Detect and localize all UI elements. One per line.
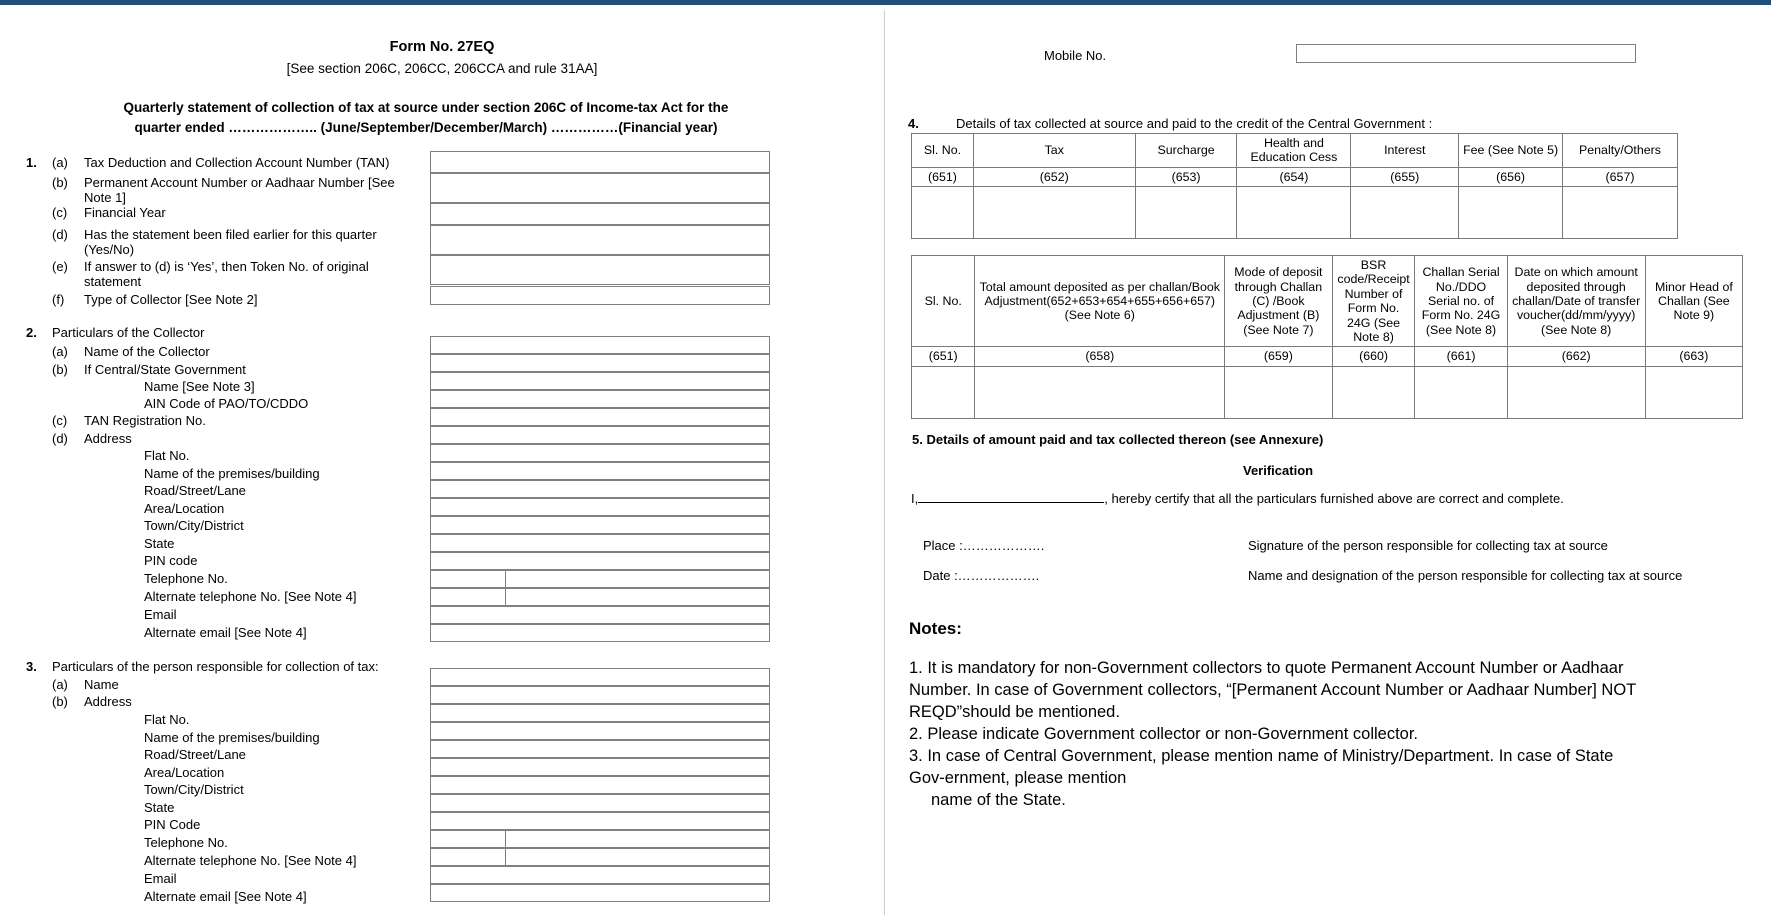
code-657: (657): [1563, 167, 1678, 186]
code-654: (654): [1237, 167, 1351, 186]
field-1a: [26, 155, 446, 170]
input-collector-town[interactable]: [430, 516, 770, 534]
input-tan[interactable]: [430, 151, 770, 173]
input-collector-flat-no[interactable]: [430, 444, 770, 462]
field-3-premises: [144, 730, 320, 745]
code2-658: (658): [975, 347, 1225, 366]
field-2-road: [144, 483, 246, 498]
code-652: (652): [973, 167, 1135, 186]
field-3-state: [144, 800, 174, 815]
input-responsible-premises[interactable]: [430, 722, 770, 740]
input-collector-alt-email[interactable]: [430, 624, 770, 642]
field-2-alt-telephone-label: Alternate telephone No. [See Note 4]: [144, 589, 357, 604]
code-656: (656): [1459, 167, 1563, 186]
field-1c-letter: (c): [52, 205, 68, 220]
tax-collected-table: [911, 133, 1678, 239]
field-3b-label: Address: [84, 694, 132, 709]
verification-suffix: , hereby certify that all the particulars furnished above are correct and complete.: [1104, 491, 1564, 506]
input-collector-telephone-number[interactable]: [506, 571, 769, 587]
notes-heading: Notes:: [909, 619, 962, 638]
cell-tax[interactable]: [973, 187, 1135, 239]
th2-date-deposited: Date on which amount deposited through challan/Date of transfer voucher(dd/mm/yyyy) (See Note 8): [1507, 256, 1645, 347]
th-tax: Tax: [973, 134, 1135, 168]
field-2-road-label: Road/Street/Lane: [144, 483, 246, 498]
field-2-telephone-label: Telephone No.: [144, 571, 228, 586]
field-2-flat-no-label: Flat No.: [144, 448, 190, 463]
input-responsible-town[interactable]: [430, 776, 770, 794]
field-2-telephone: [144, 571, 228, 586]
mobile-no-label: Mobile No.: [1044, 48, 1107, 63]
field-2-alt-telephone: [144, 589, 356, 604]
field-3-telephone-label: Telephone No.: [144, 835, 228, 850]
field-3a: [52, 677, 119, 692]
field-1d: [52, 227, 432, 258]
input-responsible-alt-telephone[interactable]: [430, 848, 770, 866]
input-tan-registration-no[interactable]: [430, 408, 770, 426]
field-1e-letter: (e): [52, 259, 68, 274]
field-2-email-label: Email: [144, 607, 177, 622]
input-collector-premises[interactable]: [430, 462, 770, 480]
input-collector-pin[interactable]: [430, 552, 770, 570]
table-row-headers: [912, 134, 1678, 168]
th2-sl-no: Sl. No.: [912, 256, 975, 347]
table-row-codes: [912, 167, 1678, 186]
cell-health-education-cess[interactable]: [1237, 187, 1351, 239]
input-collector-state[interactable]: [430, 534, 770, 552]
code2-663: (663): [1645, 347, 1742, 366]
field-3-road-label: Road/Street/Lane: [144, 747, 246, 762]
right-column: [885, 5, 1771, 915]
input-collector-alt-telephone-number[interactable]: [506, 589, 769, 605]
field-3-town: [144, 782, 244, 797]
field-2-email: [144, 607, 177, 622]
field-2-flat-no: [144, 448, 190, 463]
field-2-area: [144, 501, 224, 516]
form-number-heading: Form No. 27EQ: [389, 39, 495, 55]
input-collector-alt-telephone-std[interactable]: [431, 589, 506, 605]
note-1: 1. It is mandatory for non-Government collectors to quote Permanent Account Number or Aadhaar Number. In case of Government collectors, “[Permanent Account Number or Aadhaar Number] NOT REQD”should be mentioned.: [909, 659, 1636, 721]
section-2-title-row: [26, 325, 204, 340]
input-responsible-alt-telephone-std[interactable]: [431, 849, 506, 865]
field-3-flat-no-label: Flat No.: [144, 712, 190, 727]
table-row-entry: [912, 187, 1678, 239]
section-4-title: Details of tax collected at source and paid to the credit of the Central Government :: [956, 116, 1433, 131]
field-2-town: [144, 518, 244, 533]
field-1b: [52, 175, 432, 206]
field-2b-letter: (b): [52, 362, 68, 377]
field-3-area: [144, 765, 224, 780]
input-responsible-alt-telephone-number[interactable]: [506, 849, 769, 865]
input-responsible-telephone[interactable]: [430, 830, 770, 848]
th2-total-amount-deposited: Total amount deposited as per challan/Book Adjustment(652+653+654+655+656+657) (See Note 6): [975, 256, 1225, 347]
section-3-number: 3.: [26, 659, 37, 674]
field-3-flat-no: [144, 712, 190, 727]
field-2c: [52, 413, 206, 428]
field-2-state-label: State: [144, 536, 175, 551]
verification-name-blank[interactable]: [918, 490, 1104, 503]
field-2-alt-email-label: Alternate email [See Note 4]: [144, 625, 307, 640]
input-responsible-alt-email[interactable]: [430, 884, 770, 902]
field-1b-label: Permanent Account Number or Aadhaar Number [See Note 1]: [84, 175, 395, 206]
field-1d-letter: (d): [52, 227, 68, 242]
cell-penalty-others[interactable]: [1563, 187, 1678, 239]
left-column: [0, 5, 884, 915]
see-section-line: [See section 206C, 206CC, 206CCA and rule 31AA]: [286, 61, 598, 76]
field-2-state: [144, 536, 174, 551]
field-1e: [52, 259, 432, 290]
field-3-premises-label: Name of the premises/building: [144, 730, 320, 745]
field-2-area-label: Area/Location: [144, 501, 225, 516]
code-651: (651): [912, 167, 974, 186]
cell2-mode-of-deposit[interactable]: [1225, 366, 1332, 418]
field-2d-label: Address: [84, 431, 132, 446]
input-responsible-flat-no[interactable]: [430, 704, 770, 722]
field-3-alt-telephone-label: Alternate telephone No. [See Note 4]: [144, 853, 357, 868]
th2-bsr-code: BSR code/Receipt Number of Form No. 24G (See Note 8): [1332, 256, 1415, 347]
input-type-of-collector[interactable]: [430, 286, 770, 305]
field-1e-label: If answer to (d) is ‘Yes’, then Token No. of original statement: [84, 259, 369, 290]
cell-sl-no[interactable]: [912, 187, 974, 239]
field-2-pin: [144, 553, 197, 568]
name-designation-label: Name and designation of the person responsible for collecting tax at source: [1248, 568, 1683, 583]
field-1c-label: Financial Year: [84, 205, 166, 220]
field-2b-name-label: Name [See Note 3]: [144, 379, 255, 394]
cell2-total-amount[interactable]: [975, 366, 1225, 418]
field-1a-letter: (a): [52, 155, 68, 170]
verification-statement: [911, 490, 1701, 506]
input-ain-code[interactable]: [430, 390, 770, 408]
code2-661: (661): [1415, 347, 1507, 366]
field-2-premises-label: Name of the premises/building: [144, 466, 320, 481]
field-3-road: [144, 747, 246, 762]
field-2-premises: [144, 466, 320, 481]
code2-662: (662): [1507, 347, 1645, 366]
field-1b-letter: (b): [52, 175, 68, 190]
input-responsible-pin[interactable]: [430, 812, 770, 830]
note-2: 2. Please indicate Government collector or non-Government collector.: [909, 724, 1419, 743]
quarterly-statement-title: [106, 98, 746, 137]
field-2a-label: Name of the Collector: [84, 344, 210, 359]
input-collector-telephone-std[interactable]: [431, 571, 506, 587]
date-label: Date :……………….: [923, 568, 1040, 583]
verification-title: Verification: [1243, 463, 1314, 478]
field-2b: [52, 362, 246, 377]
input-responsible-state[interactable]: [430, 794, 770, 812]
code2-660: (660): [1332, 347, 1415, 366]
code-655: (655): [1351, 167, 1459, 186]
code2-659: (659): [1225, 347, 1332, 366]
title-line-1: Quarterly statement of collection of tax at source under section 206C of Income-tax Act for the quarter: [123, 100, 729, 135]
input-collector-email[interactable]: [430, 606, 770, 624]
field-3a-letter: (a): [52, 677, 68, 692]
title-line-2: ended ……………….. (June/September/December/March) ……………(Financial year): [184, 119, 718, 135]
th2-minor-head: Minor Head of Challan (See Note 9): [1645, 256, 1742, 347]
section-2-title: Particulars of the Collector: [52, 325, 205, 340]
input-collector-area[interactable]: [430, 498, 770, 516]
input-filed-earlier[interactable]: [430, 225, 770, 255]
section-3-title: Particulars of the person responsible for collection of tax:: [52, 659, 379, 674]
signature-label: Signature of the person responsible for collecting tax at source: [1248, 538, 1608, 553]
input-responsible-address[interactable]: [430, 686, 770, 704]
section-3-title-row: [26, 659, 379, 674]
cell2-sl-no[interactable]: [912, 366, 975, 418]
field-3-email-label: Email: [144, 871, 177, 886]
cell-interest[interactable]: [1351, 187, 1459, 239]
input-token-no[interactable]: [430, 255, 770, 285]
cell2-bsr-code[interactable]: [1332, 366, 1415, 418]
form-page: [0, 5, 1771, 915]
input-financial-year[interactable]: [430, 203, 770, 225]
th2-mode-of-deposit: Mode of deposit through Challan (C) /Book Adjustment (B) (See Note 7): [1225, 256, 1332, 347]
input-collector-road[interactable]: [430, 480, 770, 498]
field-3-alt-telephone: [144, 853, 356, 868]
code2-651: (651): [912, 347, 975, 366]
field-3-pin: [144, 817, 200, 832]
section-2-number: 2.: [26, 325, 37, 340]
field-2a: [52, 344, 210, 359]
input-central-state-govt[interactable]: [430, 354, 770, 372]
table-row-codes: [912, 347, 1743, 366]
field-2-town-label: Town/City/District: [144, 518, 244, 533]
field-2-alt-email: [144, 625, 307, 640]
cell2-date-deposited[interactable]: [1507, 366, 1645, 418]
cell-surcharge[interactable]: [1135, 187, 1237, 239]
th-penalty-others: Penalty/Others: [1563, 134, 1678, 168]
input-mobile-no[interactable]: [1296, 44, 1636, 63]
input-responsible-area[interactable]: [430, 758, 770, 776]
th-fee: Fee (See Note 5): [1459, 134, 1563, 168]
section-4-number: 4.: [908, 116, 919, 131]
input-responsible-telephone-std[interactable]: [431, 831, 506, 847]
field-2d: [52, 431, 132, 446]
field-2a-letter: (a): [52, 344, 68, 359]
table-row-headers: [912, 256, 1743, 347]
field-1d-label: Has the statement been filed earlier for this quarter (Yes/No): [84, 227, 377, 258]
field-3-pin-label: PIN Code: [144, 817, 201, 832]
cell2-minor-head[interactable]: [1645, 366, 1742, 418]
note-3-cont: name of the State.: [931, 790, 1066, 809]
field-2-pin-label: PIN code: [144, 553, 198, 568]
table-row-entry: [912, 366, 1743, 418]
field-2c-label: TAN Registration No.: [84, 413, 206, 428]
cell-fee[interactable]: [1459, 187, 1563, 239]
field-3-alt-email: [144, 889, 307, 904]
input-collector-name[interactable]: [430, 336, 770, 354]
field-1f-letter: (f): [52, 292, 65, 307]
input-responsible-telephone-number[interactable]: [506, 831, 769, 847]
section-5-text: 5. Details of amount paid and tax collected thereon (see Annexure): [912, 432, 1324, 447]
field-3b-letter: (b): [52, 694, 68, 709]
field-1f-label: Type of Collector [See Note 2]: [84, 292, 258, 307]
field-2b-name: [144, 379, 255, 394]
field-1a-label: Tax Deduction and Collection Account Number (TAN): [84, 155, 390, 170]
input-collector-address[interactable]: [430, 426, 770, 444]
field-1f: [52, 292, 257, 307]
notes-body: [909, 658, 1651, 812]
input-collector-telephone[interactable]: [430, 570, 770, 588]
challan-deposit-table: [911, 255, 1743, 419]
field-2b-ain: [144, 396, 308, 411]
place-label: Place :……………….: [923, 538, 1045, 553]
cell2-challan-serial-no[interactable]: [1415, 366, 1507, 418]
verification-prefix: I,: [911, 491, 919, 506]
field-3-alt-email-label: Alternate email [See Note 4]: [144, 889, 307, 904]
field-3b: [52, 694, 132, 709]
field-3-area-label: Area/Location: [144, 765, 225, 780]
field-3-state-label: State: [144, 800, 175, 815]
section-1-number: 1.: [26, 155, 37, 170]
field-3-town-label: Town/City/District: [144, 782, 244, 797]
field-2d-letter: (d): [52, 431, 68, 446]
th-health-education-cess: Health and Education Cess: [1237, 134, 1351, 168]
input-pan-aadhaar[interactable]: [430, 173, 770, 203]
note-3: 3. In case of Central Government, please mention name of Ministry/Department. In case of State Gov-ernment, please mention: [909, 746, 1614, 787]
field-2c-letter: (c): [52, 413, 68, 428]
field-3a-label: Name: [84, 677, 119, 692]
field-3-email: [144, 871, 177, 886]
input-responsible-road[interactable]: [430, 740, 770, 758]
th-sl-no: Sl. No.: [912, 134, 974, 168]
field-2b-label: If Central/State Government: [84, 362, 246, 377]
field-1c: [52, 205, 166, 220]
input-responsible-email[interactable]: [430, 866, 770, 884]
input-responsible-name[interactable]: [430, 668, 770, 686]
th-interest: Interest: [1351, 134, 1459, 168]
input-collector-alt-telephone[interactable]: [430, 588, 770, 606]
input-govt-name[interactable]: [430, 372, 770, 390]
th2-challan-serial-no: Challan Serial No./DDO Serial no. of Form No. 24G (See Note 8): [1415, 256, 1507, 347]
field-3-telephone: [144, 835, 228, 850]
field-2b-ain-label: AIN Code of PAO/TO/CDDO: [144, 396, 309, 411]
th-surcharge: Surcharge: [1135, 134, 1237, 168]
code-653: (653): [1135, 167, 1237, 186]
